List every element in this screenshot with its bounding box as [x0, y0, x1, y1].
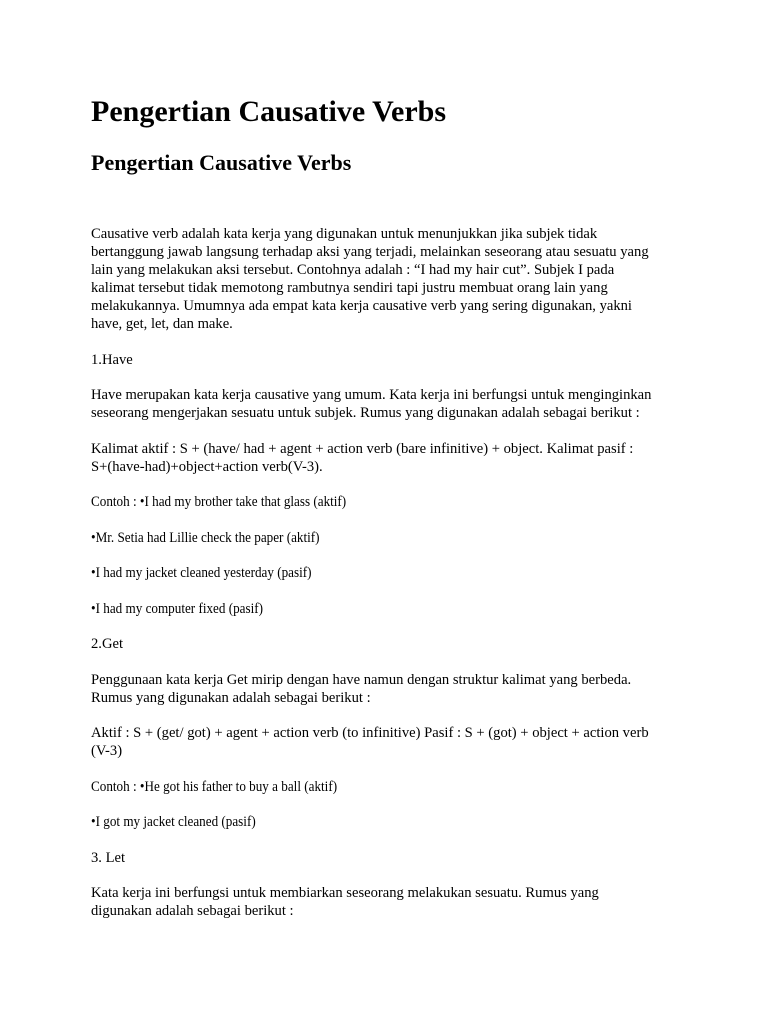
get-heading: 2.Get: [91, 636, 124, 652]
have-example-1: Contoh : •I had my brother take that glass (aktif): [91, 494, 347, 510]
page-title: Pengertian Causative Verbs: [91, 95, 446, 128]
have-heading: 1.Have: [91, 351, 133, 368]
get-description: Penggunaan kata kerja Get mirip dengan have namun dengan struktur kalimat yang berbeda. Rumus yang digunakan adalah sebagai berikut :: [91, 671, 632, 706]
have-formula: Kalimat aktif : S + (have/ had + agent + action verb (bare infinitive) + object. Kalimat pasif : S+(have-had)+object+action verb(V-3).: [91, 440, 634, 475]
get-example-2: •I got my jacket cleaned (pasif): [91, 814, 256, 830]
have-example-4: •I had my computer fixed (pasif): [91, 600, 264, 617]
document-page: [91, 93, 691, 938]
have-description: Have merupakan kata kerja causative yang umum. Kata kerja ini berfungsi untuk menginginkan seseorang mengerjakan sesuatu untuk subjek. Rumus yang digunakan adalah sebagai berikut :: [91, 387, 652, 421]
get-formula: Aktif : S + (get/ got) + agent + action verb (to infinitive) Pasif : S + (got) + object + action verb (V-3): [91, 725, 649, 759]
let-heading: 3. Let: [91, 849, 126, 866]
let-description: Kata kerja ini berfungsi untuk membiarkan seseorang melakukan sesuatu. Rumus yang digunakan adalah sebagai berikut :: [91, 885, 599, 919]
have-example-2: •Mr. Setia had Lillie check the paper (aktif): [91, 529, 320, 546]
section-heading: Pengertian Causative Verbs: [91, 150, 352, 175]
intro-paragraph: Causative verb adalah kata kerja yang digunakan untuk menunjukkan jika subjek tidak bertanggung jawab langsung terhadap aksi yang terjadi, melainkan seseorang atau sesuatu yang lain yang melakukan aksi tersebut. Contohnya adalah : “I had my hair cut”. Subjek I pada kalimat tersebut tidak memotong rambutnya sendiri tapi justru membuat orang lain yang melakukannya. Umumnya ada empat kata kerja causative verb yang sering digunakan, yakni have, get, let, dan make.: [91, 226, 649, 332]
have-example-3: •I had my jacket cleaned yesterday (pasif): [91, 565, 312, 581]
get-example-1: Contoh : •He got his father to buy a ball (aktif): [91, 778, 338, 795]
